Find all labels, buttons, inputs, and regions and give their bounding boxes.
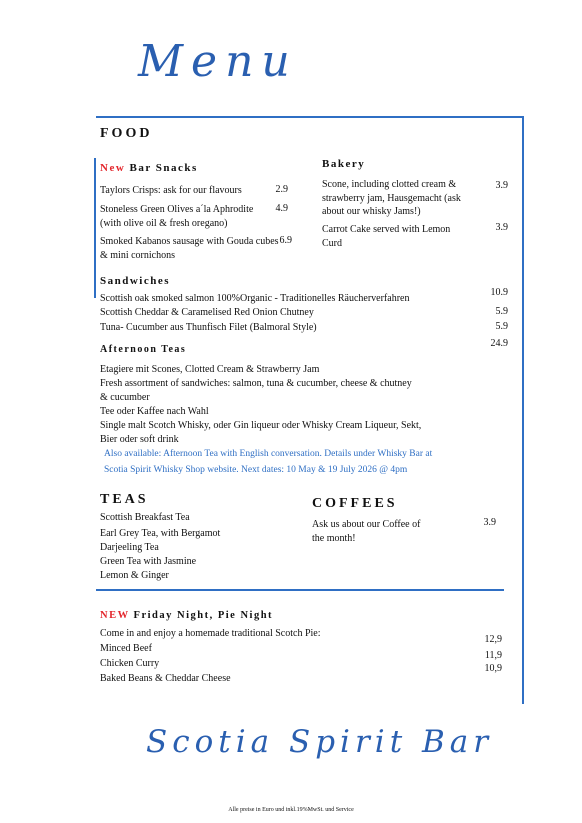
afternoon-teas-price: 24.9 [490, 338, 508, 349]
frame-left-accent [94, 158, 96, 298]
afternoon-tea-line: Single malt Scotch Whisky, oder Gin liqueur oder Whisky Cream Liqueur, Sekt, [100, 420, 422, 431]
afternoon-teas-heading: Afternoon Teas [100, 344, 187, 355]
bar-snack-price: 4.9 [275, 203, 288, 214]
new-badge: NEW [100, 610, 130, 621]
menu-title: Menu [138, 36, 298, 87]
bakery-item: Scone, including clotted cream & strawberry jam, Hausgemacht (ask about our whisky Jams!) [322, 179, 461, 217]
pie-price: 12,9 [484, 634, 502, 645]
sandwich-price: 10.9 [490, 287, 508, 298]
sandwich-item: Tuna- Cucumber aus Thunfisch Filet (Balmoral Style) [100, 322, 317, 333]
pie-item: Minced Beef [100, 643, 152, 654]
afternoon-tea-line: Tee oder Kaffee nach Wahl [100, 406, 209, 417]
afternoon-tea-line: Fresh assortment of sandwiches: salmon, tuna & cucumber, cheese & chutney [100, 378, 412, 389]
sandwich-price: 5.9 [495, 306, 508, 317]
tea-item: Earl Grey Tea, with Bergamot [100, 528, 221, 539]
bar-snack-price: 2.9 [275, 184, 288, 195]
frame-top-line [96, 116, 524, 118]
frame-right-line [522, 116, 524, 704]
pie-night-heading [100, 610, 273, 621]
section-divider [96, 589, 504, 591]
price-note: Alle preise in Euro und inkl.19%MwSt. und Service [228, 807, 354, 813]
tea-item: Scottish Breakfast Tea [100, 512, 190, 523]
sandwich-item: Scottish oak smoked salmon 100%Organic - Traditionelles Räucherverfahren [100, 293, 410, 304]
afternoon-tea-line: Etagiere mit Scones, Clotted Cream & Strawberry Jam [100, 364, 320, 375]
sandwiches-heading: Sandwiches [100, 275, 171, 287]
afternoon-tea-note-line[interactable]: Also available: Afternoon Tea with English conversation. Details under Whisky Bar at [104, 449, 433, 459]
food-heading: FOOD [100, 126, 153, 141]
bar-name-title: Scotia Spirit Bar [146, 724, 494, 760]
tea-item: Lemon & Ginger [100, 570, 169, 581]
bar-snack-price: 6.9 [279, 235, 292, 246]
bakery-item: Carrot Cake served with Lemon Curd [322, 224, 451, 249]
pie-item: Baked Beans & Cheddar Cheese [100, 673, 231, 684]
coffee-text: Ask us about our Coffee of the month! [312, 519, 421, 544]
teas-heading: TEAS [100, 492, 149, 507]
sandwich-item: Scottish Cheddar & Caramelised Red Onion Chutney [100, 307, 314, 318]
sandwich-price: 5.9 [495, 321, 508, 332]
afternoon-tea-line: Bier oder soft drink [100, 434, 179, 445]
tea-item: Darjeeling Tea [100, 542, 159, 553]
pie-item: Chicken Curry [100, 658, 160, 669]
pie-price: 10,9 [484, 663, 502, 674]
bar-snacks-title: Bar Snacks [129, 162, 198, 174]
afternoon-tea-line: & cucumber [100, 392, 150, 403]
coffees-heading: COFFEES [312, 496, 398, 511]
pie-price: 11,9 [484, 650, 502, 661]
bakery-price: 3.9 [495, 180, 508, 191]
coffee-price: 3.9 [483, 517, 496, 528]
pie-night-intro: Come in and enjoy a homemade traditional Scotch Pie: [100, 628, 321, 639]
bar-snack-item: Taylors Crisps: ask for our flavours [100, 185, 242, 196]
bakery-price: 3.9 [495, 222, 508, 233]
bakery-heading: Bakery [322, 158, 366, 170]
afternoon-tea-note-line[interactable]: Scotia Spirit Whisky Shop website. Next dates: 10 May & 19 July 2026 @ 4pm [104, 465, 408, 475]
new-badge: New [100, 162, 126, 174]
bar-snack-item: Smoked Kabanos sausage with Gouda cubes & mini cornichons [100, 236, 279, 261]
tea-item: Green Tea with Jasmine [100, 556, 197, 567]
bar-snack-item: Stoneless Green Olives a´la Aphrodite (with olive oil & fresh oregano) [100, 204, 254, 229]
pie-night-title: Friday Night, Pie Night [133, 610, 274, 621]
bar-snacks-heading [100, 162, 198, 174]
